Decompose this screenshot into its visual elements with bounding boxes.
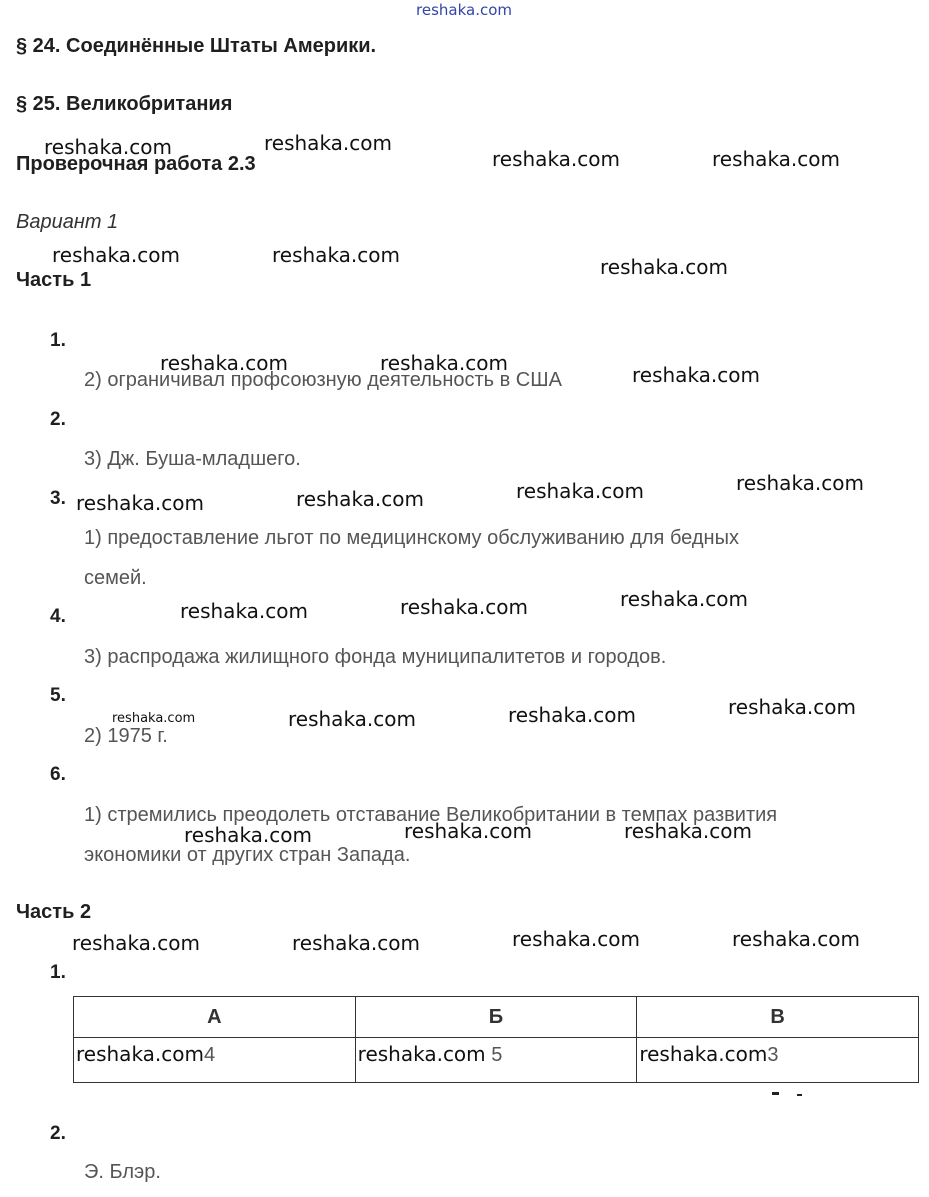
watermark: reshaka.com <box>728 695 856 719</box>
watermark: reshaka.com <box>516 479 644 503</box>
decorative-dash <box>772 1092 779 1095</box>
answer-text: 2) 1975 г. <box>84 725 168 747</box>
watermark: reshaka.com <box>292 931 420 955</box>
cell-value: 3 <box>767 1044 779 1066</box>
decorative-dash <box>797 1094 802 1096</box>
question-number: 2. <box>50 1123 66 1144</box>
table-cell <box>74 1038 356 1083</box>
test-title: Проверочная работа 2.3 <box>16 153 256 175</box>
watermark: reshaka.com <box>632 363 760 387</box>
question-number: 3. <box>50 488 66 509</box>
section-24-heading: § 24. Соединённые Штаты Америки. <box>16 35 377 57</box>
question-number: 6. <box>50 764 66 785</box>
watermark: reshaka.com <box>620 587 748 611</box>
watermark: reshaka.com <box>508 703 636 727</box>
table-header: А <box>74 997 356 1038</box>
question-number: 1. <box>50 962 66 983</box>
watermark: reshaka.com <box>160 351 288 375</box>
question-number: 1. <box>50 330 66 351</box>
watermark: reshaka.com <box>492 147 620 171</box>
watermark: reshaka.com <box>712 147 840 171</box>
watermark: reshaka.com <box>112 711 196 726</box>
watermark: reshaka.com <box>624 819 752 843</box>
variant-label: Вариант 1 <box>16 211 119 233</box>
watermark: reshaka.com <box>264 131 392 155</box>
section-25-heading: § 25. Великобритания <box>16 93 233 115</box>
question-number: 5. <box>50 685 66 706</box>
answer-text: экономики от других стран Запада. <box>84 844 411 866</box>
watermark: reshaka.com <box>72 931 200 955</box>
table-cell <box>637 1038 919 1083</box>
part1-heading: Часть 1 <box>16 269 92 291</box>
watermark: reshaka.com <box>512 927 640 951</box>
watermark: reshaka.com <box>380 351 508 375</box>
cell-value: 5 <box>491 1044 503 1066</box>
table-header: В <box>637 997 919 1038</box>
question-number: 4. <box>50 606 66 627</box>
watermark: reshaka.com <box>404 819 532 843</box>
top-watermark: reshaka.com <box>416 1 512 19</box>
table-header: Б <box>355 997 637 1038</box>
answer-text: 1) стремились преодолеть отставание Великобритании в темпах развития <box>84 804 778 826</box>
part2-heading: Часть 2 <box>16 901 92 923</box>
watermark: reshaka.com <box>357 1042 486 1066</box>
watermark: reshaka.com <box>184 823 312 847</box>
answer-text: 1) предоставление льгот по медицинскому обслуживанию для бедных <box>84 527 739 549</box>
watermark: reshaka.com <box>76 491 204 515</box>
answer-text: семей. <box>84 567 147 589</box>
watermark: reshaka.com <box>639 1042 768 1066</box>
question-number: 2. <box>50 409 66 430</box>
watermark: reshaka.com <box>732 927 860 951</box>
answer-table <box>73 996 919 1083</box>
cell-value: 4 <box>204 1044 216 1066</box>
watermark: reshaka.com <box>400 595 528 619</box>
watermark: reshaka.com <box>180 599 308 623</box>
watermark: reshaka.com <box>44 135 172 159</box>
watermark: reshaka.com <box>52 243 180 267</box>
answer-text: 3) распродажа жилищного фонда муниципалитетов и городов. <box>84 646 667 668</box>
watermark: reshaka.com <box>296 487 424 511</box>
watermark: reshaka.com <box>288 707 416 731</box>
answer-text: Э. Блэр. <box>84 1161 161 1183</box>
table-cell <box>355 1038 637 1083</box>
watermark: reshaka.com <box>736 471 864 495</box>
answer-text: 2) ограничивал профсоюзную деятельность в США <box>84 369 562 391</box>
watermark: reshaka.com <box>272 243 400 267</box>
answer-text: 3) Дж. Буша-младшего. <box>84 448 301 470</box>
watermark: reshaka.com <box>600 255 728 279</box>
watermark: reshaka.com <box>76 1042 204 1066</box>
